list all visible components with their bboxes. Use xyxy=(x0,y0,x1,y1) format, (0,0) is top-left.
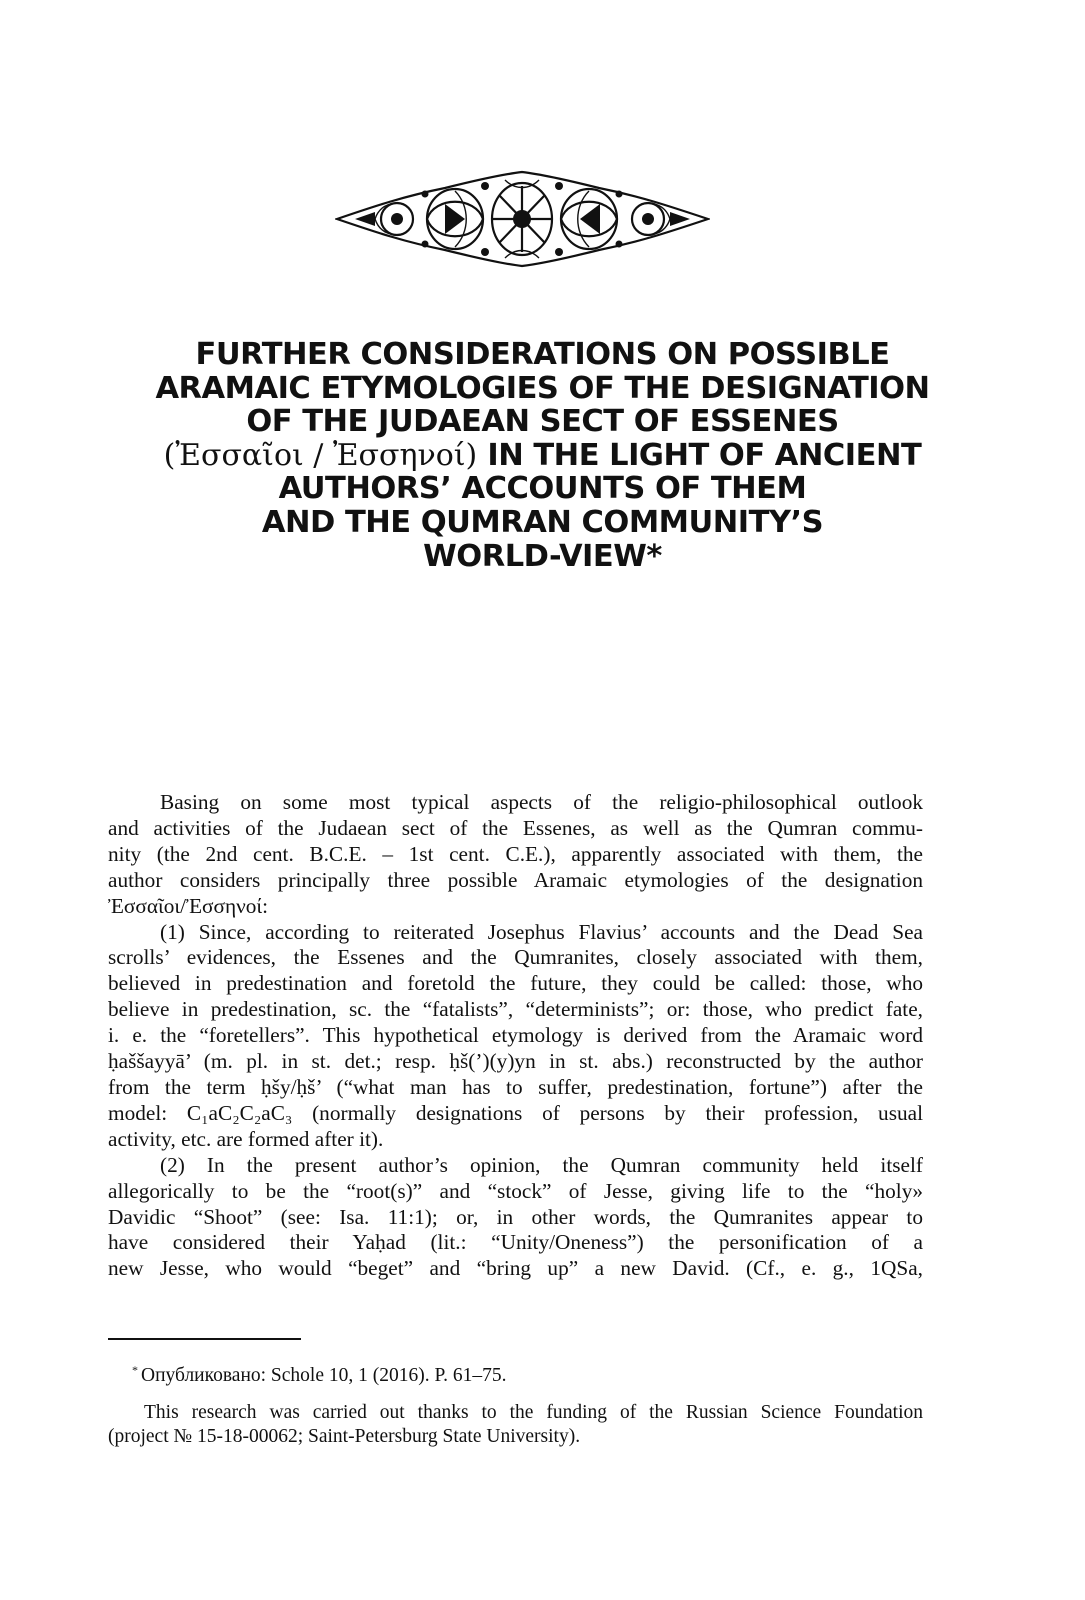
body-line: Davidic “Shoot” (see: Isa. 11:1); or, in other words, the Qumranites appear to xyxy=(108,1204,923,1229)
body-line: (1) Since, according to reiterated Josephus Flavius’ accounts and the Dead Sea xyxy=(160,919,923,944)
title-line: WORLD-VIEW* xyxy=(423,538,662,574)
title-line: FURTHER CONSIDERATIONS ON POSSIBLE xyxy=(195,337,890,372)
title-line: OF THE JUDAEAN SECT OF ESSENES xyxy=(246,404,839,440)
body-line: have considered their Yaḥad (lit.: “Unity/Oneness”) the personification of a xyxy=(108,1230,923,1255)
body-line: (2) In the present author’s opinion, the Qumran community held itself xyxy=(160,1152,923,1177)
body-line: and activities of the Judaean sect of the Essenes, as well as the Qumran commu- xyxy=(108,815,923,840)
title-line-rest: IN THE LIGHT OF ANCIENT xyxy=(477,437,922,473)
footnote-text: Опубликовано: Schole 10, 1 (2016). P. 61–75. xyxy=(141,1365,507,1386)
body-line: author considers principally three possible Aramaic etymologies of the designation xyxy=(108,867,923,892)
body-line: model: C₁aC₂C₂aC₃ (normally designations of persons by their profession, usual xyxy=(108,1100,923,1125)
footnote-line: This research was carried out thanks to the funding of the Russian Science Foundation xyxy=(144,1402,923,1423)
body-line: believed in predestination and foretold the future, they could be called: those, who xyxy=(108,971,923,996)
body-line: new Jesse, who would “beget” and “bring up” a new David. (Cf., e. g., 1QSa, xyxy=(108,1256,923,1281)
headpiece-ornament xyxy=(335,166,710,272)
body-line: Basing on some most typical aspects of the religio-philosophical outlook xyxy=(160,790,923,814)
body-line: activity, etc. are formed after it). xyxy=(108,1126,384,1151)
footnote-mark: * xyxy=(132,1363,138,1377)
body-line: nity (the 2nd cent. B.C.E. – 1st cent. C.E.), apparently associated with them, the xyxy=(108,841,923,866)
footnote-rule xyxy=(108,1338,301,1340)
footnote-funding xyxy=(108,1401,923,1449)
title-line: AND THE QUMRAN COMMUNITY’S xyxy=(261,504,824,540)
body-line: from the term ḥšy/ḥš’ (“what man has to suffer, predestination, fortune”) after the xyxy=(108,1074,923,1099)
body-line: believe in predestination, sc. the “fatalists”, “determinists”; or: those, who predict fate, xyxy=(108,997,923,1022)
article-title xyxy=(70,338,1015,573)
abstract-body xyxy=(108,790,923,1282)
title-greek: (Ἐσσαῖοι / Ἐσσηνοί) xyxy=(163,437,478,473)
footnotes xyxy=(108,1358,923,1449)
body-line: ḥaššayyā’ (m. pl. in st. det.; resp. ḥš(’)(y)yn in st. abs.) reconstructed by the author xyxy=(108,1049,923,1074)
body-line: i. e. the “foretellers”. This hypothetical etymology is derived from the Aramaic word xyxy=(108,1023,923,1048)
body-line: scrolls’ evidences, the Essenes and the Qumranites, closely associated with them, xyxy=(108,945,923,970)
title-line xyxy=(70,439,1015,473)
body-line: allegorically to be the “root(s)” and “stock” of Jesse, giving life to the “holy» xyxy=(108,1178,923,1203)
footnote-line: (project № 15-18-00062; Saint-Petersburg State University). xyxy=(108,1426,581,1447)
footnote-publication xyxy=(108,1358,923,1388)
body-line: Ἐσσαῖοι/Ἐσσηνοί: xyxy=(108,893,269,918)
title-line: AUTHORS’ ACCOUNTS OF THEM xyxy=(278,471,807,507)
title-line: ARAMAIC ETYMOLOGIES OF THE DESIGNATION xyxy=(155,370,930,406)
